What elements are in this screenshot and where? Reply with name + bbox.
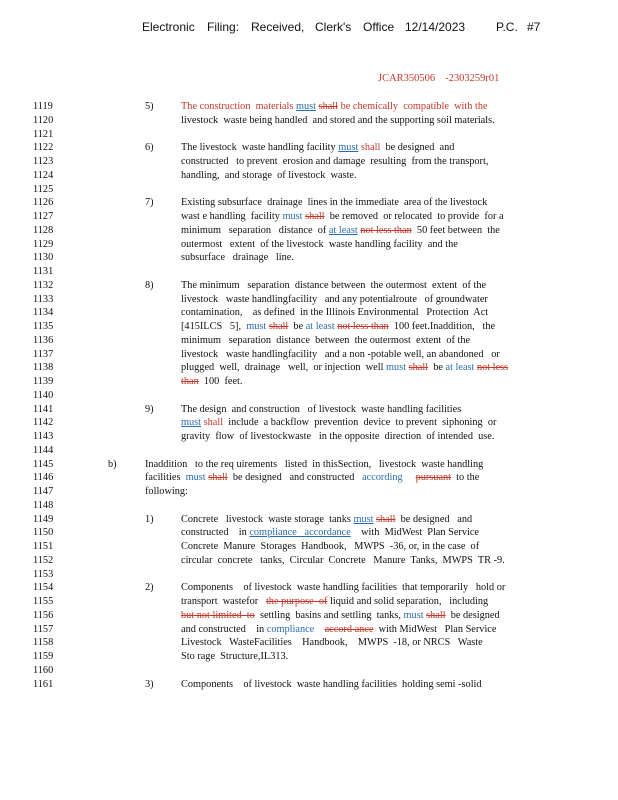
text-run: Existing subsurface drainage lines in the immediate area of the livestock (181, 197, 488, 209)
line-number: 1155 (33, 596, 54, 607)
deleted-text: shall (268, 321, 289, 332)
document-line (0, 320, 618, 334)
inserted-text: must (295, 101, 316, 112)
line-number: 1124 (33, 169, 54, 181)
document-id-left: JCAR350506 (378, 73, 436, 84)
line-text (181, 375, 242, 389)
line-number: 1143 (33, 431, 54, 442)
line-text (181, 678, 482, 692)
text-run: to the (451, 472, 480, 484)
document-line (0, 224, 618, 238)
document-line (0, 499, 618, 513)
document-line (0, 196, 618, 210)
text-run: following: (145, 486, 188, 497)
line-text (181, 334, 470, 348)
text-run: include a backflow prevention device to prevent siphoning or (223, 417, 497, 429)
document-line (0, 554, 618, 568)
document-line (0, 581, 618, 595)
line-number: 1161 (33, 678, 54, 690)
text-run (403, 472, 416, 483)
line-text (181, 554, 505, 568)
document-line (0, 348, 618, 362)
document-line (0, 650, 618, 664)
text-run: Sto rage Structure,IL313. (181, 651, 289, 662)
line-number: 1142 (33, 417, 54, 429)
line-text (181, 348, 500, 362)
line-text (181, 196, 487, 210)
document-line (0, 169, 618, 183)
document-line (0, 251, 618, 265)
line-number: 1159 (33, 651, 54, 662)
line-number: 1144 (33, 444, 54, 456)
item-marker: 1) (145, 513, 154, 525)
line-number: 1141 (33, 403, 54, 415)
line-text (181, 540, 479, 554)
line-number: 1151 (33, 541, 54, 552)
document-line (0, 595, 618, 609)
line-text (181, 114, 495, 128)
text-run: The minimum separation distance between the outermost extent of the (181, 279, 487, 291)
document-line (0, 375, 618, 389)
deleted-text: accord ance (324, 623, 374, 635)
inserted-text: must (338, 142, 359, 154)
deleted-text: not less than (360, 224, 412, 236)
line-number: 1128 (33, 224, 54, 236)
document-line (0, 183, 618, 197)
text-run: be designed and constructed (227, 472, 363, 484)
text-run: Inaddition to the req uirements listed in thisSection, livestock waste handling (145, 458, 484, 470)
line-number: 1146 (33, 472, 54, 484)
text-run: Components of livestock waste handling facilities that temporarily hold or (181, 582, 506, 594)
inserted-text: must (282, 211, 303, 222)
deleted-text: but not limited to (181, 609, 255, 621)
deleted-text: not less (477, 362, 509, 374)
text-run: subsurface drainage line. (181, 252, 294, 264)
header-filing: Filing: (207, 20, 240, 34)
header-pc: P.C. (496, 20, 518, 34)
text-run: Livestock WasteFacilities Handbook, MWPS -18, or NRCS Waste (181, 637, 483, 649)
text-run: [415ILCS 5], (181, 321, 247, 332)
document-line (0, 416, 618, 430)
document-id (378, 73, 499, 84)
line-number: 1152 (33, 554, 54, 566)
line-text (181, 293, 488, 307)
line-number: 1120 (33, 114, 54, 126)
line-number: 1147 (33, 486, 54, 497)
text-run: livestock waste handlingfacility and any potentialroute of groundwater (181, 293, 488, 305)
document-line (0, 293, 618, 307)
document-line (0, 306, 618, 320)
header-office: Office (363, 20, 395, 34)
line-number: 1129 (33, 238, 54, 250)
line-number: 1138 (33, 362, 54, 374)
line-text (181, 251, 294, 265)
line-text (181, 513, 472, 527)
line-text (145, 485, 188, 499)
item-marker: 2) (145, 582, 154, 594)
inserted-text: must (353, 513, 374, 525)
line-text (181, 279, 486, 293)
text-run: be designed and (395, 513, 473, 525)
line-number: 1119 (33, 101, 53, 112)
inserted-text: must (246, 321, 267, 332)
text-run: be designed (445, 609, 500, 621)
document-line (0, 265, 618, 279)
line-text (181, 224, 500, 238)
line-text (181, 636, 483, 650)
deleted-text: than (181, 376, 199, 387)
text-run: 100 feet.Inaddition, the (388, 321, 496, 332)
document-line (0, 568, 618, 582)
line-number: 1121 (33, 128, 54, 140)
item-marker: 8) (145, 279, 154, 291)
inserted-text: compliance (266, 623, 315, 635)
line-text (181, 320, 495, 334)
line-text (181, 416, 496, 430)
text-run: Concrete Manure Storages Handbook, MWPS -36, or, in the case of (181, 541, 480, 552)
document-line (0, 540, 618, 554)
document-line (0, 210, 618, 224)
item-marker: 6) (145, 142, 154, 154)
inserted-text: must (181, 417, 202, 429)
text-run: constructed in (181, 527, 250, 539)
text-run: with MidWest Plan Service (350, 527, 479, 539)
text-run (314, 624, 324, 635)
document-line (0, 471, 618, 485)
document-line (0, 155, 618, 169)
text-run: liquid and solid separation, including (327, 596, 489, 607)
text-run: be removed or relocated to provide for a (324, 211, 504, 222)
line-number: 1158 (33, 637, 54, 649)
text-run: be (288, 321, 306, 332)
line-text (181, 306, 488, 320)
header-electronic: Electronic (142, 20, 195, 34)
line-number: 1136 (33, 334, 54, 346)
text-run: circular concrete tanks, Circular Concrete Manure Tanks, MWPS TR -9. (181, 554, 505, 566)
text-run: minimum separation distance between the outermost extent of the (181, 334, 471, 346)
header-number: #7 (527, 20, 541, 34)
item-marker: 5) (145, 101, 154, 112)
document-line (0, 664, 618, 678)
inserted-text: compliance accordance (249, 527, 351, 539)
line-text (181, 430, 494, 444)
line-text (181, 100, 488, 114)
document-line (0, 279, 618, 293)
line-text (145, 458, 483, 472)
line-number: 1139 (33, 376, 54, 387)
document-body (0, 100, 618, 691)
line-text (181, 141, 454, 155)
document-id-right: -2303259r01 (445, 73, 500, 84)
line-number: 1134 (33, 307, 54, 319)
document-line (0, 141, 618, 155)
document-line (0, 458, 618, 472)
document-line (0, 485, 618, 499)
line-number: 1126 (33, 197, 54, 209)
line-number: 1148 (33, 499, 54, 511)
document-line (0, 513, 618, 527)
line-number: 1133 (33, 293, 54, 305)
line-number: 1150 (33, 527, 54, 539)
deleted-text: not less than (337, 321, 389, 332)
line-text (181, 361, 508, 375)
inserted-text: must (403, 609, 424, 621)
document-line (0, 238, 618, 252)
line-number: 1130 (33, 252, 54, 264)
deleted-text: shall (426, 609, 446, 621)
line-number: 1123 (33, 156, 54, 167)
deleted-text: shall (208, 472, 228, 484)
line-text (181, 403, 461, 417)
line-number: 1122 (33, 142, 54, 154)
document-line (0, 114, 618, 128)
text-run: The livestock waste handling facility (181, 142, 339, 154)
text-run: 100 feet. (198, 376, 243, 387)
item-marker: 3) (145, 678, 154, 690)
line-text (181, 581, 505, 595)
line-number: 1154 (33, 582, 54, 594)
line-number: 1145 (33, 458, 54, 470)
text-run: outermost extent of the livestock waste handling facility and the (181, 238, 458, 250)
inserted-text: must (185, 472, 206, 484)
deleted-text: shall (305, 211, 325, 222)
line-number: 1156 (33, 609, 54, 621)
line-text (181, 623, 496, 637)
text-run: settling basins and settling tanks, (254, 609, 404, 621)
line-number: 1132 (33, 279, 54, 291)
line-number: 1157 (33, 623, 54, 635)
line-number: 1137 (33, 348, 54, 360)
text-run: shall (360, 142, 381, 154)
line-text (181, 155, 488, 169)
text-run: be (428, 362, 446, 374)
text-run: 50 feet between the (411, 224, 500, 236)
header-received: Received, (251, 20, 305, 34)
text-run: Components of livestock waste handling facilities holding semi -solid (181, 678, 482, 690)
text-run: constructed to prevent erosion and damage resulting from the transport, (181, 156, 489, 167)
text-run: be chemically compatible with the (338, 101, 488, 112)
document-line (0, 444, 618, 458)
line-text (181, 650, 288, 664)
inserted-text: according (362, 472, 403, 484)
line-number: 1149 (33, 513, 54, 525)
document-line (0, 100, 618, 114)
deleted-text: pursuant (415, 472, 452, 484)
inserted-text: at least (328, 224, 358, 236)
text-run: The design and construction of livestock waste handling facilities (181, 403, 462, 415)
header-date: 12/14/2023 (405, 20, 466, 34)
text-run: livestock waste handlingfacility and a non -potable well, an abandoned or (181, 348, 500, 360)
line-number: 1131 (33, 266, 54, 277)
document-line (0, 128, 618, 142)
deleted-text: shall (376, 513, 396, 525)
document-line (0, 430, 618, 444)
deleted-text: shall (318, 101, 339, 112)
text-run: and constructed in (181, 623, 267, 635)
deleted-text: shall (408, 362, 429, 374)
inserted-text: at least (305, 321, 335, 332)
document-line (0, 389, 618, 403)
text-run: be designed and (380, 142, 455, 154)
document-line (0, 609, 618, 623)
document-line (0, 403, 618, 417)
text-run: facilities (145, 472, 186, 484)
line-text (181, 210, 504, 224)
document-line (0, 334, 618, 348)
text-run: transport wastefor (181, 596, 266, 607)
document-line (0, 623, 618, 637)
line-number: 1135 (33, 321, 54, 332)
text-run: gravity flow of livestockwaste in the opposite direction of intended use. (181, 431, 495, 442)
text-run: with MidWest Plan Service (373, 623, 497, 635)
document-line (0, 361, 618, 375)
item-marker: b) (108, 458, 117, 470)
text-run: Concrete livestock waste storage tanks (181, 513, 354, 525)
text-run: minimum separation distance of (181, 224, 329, 236)
item-marker: 7) (145, 197, 154, 209)
line-number: 1140 (33, 389, 54, 401)
text-run: livestock waste being handled and stored and the supporting soil materials. (181, 114, 495, 126)
line-text (181, 609, 500, 623)
text-run: contamination, as defined in the Illinois Environmental Protection Act (181, 307, 489, 319)
line-number: 1127 (33, 211, 54, 222)
text-run: handling, and storage of livestock waste. (181, 169, 357, 181)
line-text (145, 471, 479, 485)
inserted-text: at least (445, 362, 475, 374)
line-number: 1125 (33, 183, 54, 195)
document-line (0, 636, 618, 650)
item-marker: 9) (145, 403, 154, 415)
deleted-text: the purpose of (265, 596, 328, 607)
line-number: 1153 (33, 568, 54, 580)
text-run: The construction materials (181, 101, 296, 112)
line-number: 1160 (33, 664, 54, 676)
line-text (181, 238, 458, 252)
inserted-text: must (386, 362, 407, 374)
document-line (0, 678, 618, 692)
line-text (181, 526, 479, 540)
text-run: wast e handling facility (181, 211, 283, 222)
line-text (181, 169, 357, 183)
document-line (0, 526, 618, 540)
header-clerks: Clerk's (315, 20, 352, 34)
line-text (181, 595, 488, 609)
text-run: plugged well, drainage well, or injection well (181, 362, 387, 374)
text-run: shall (203, 417, 224, 429)
